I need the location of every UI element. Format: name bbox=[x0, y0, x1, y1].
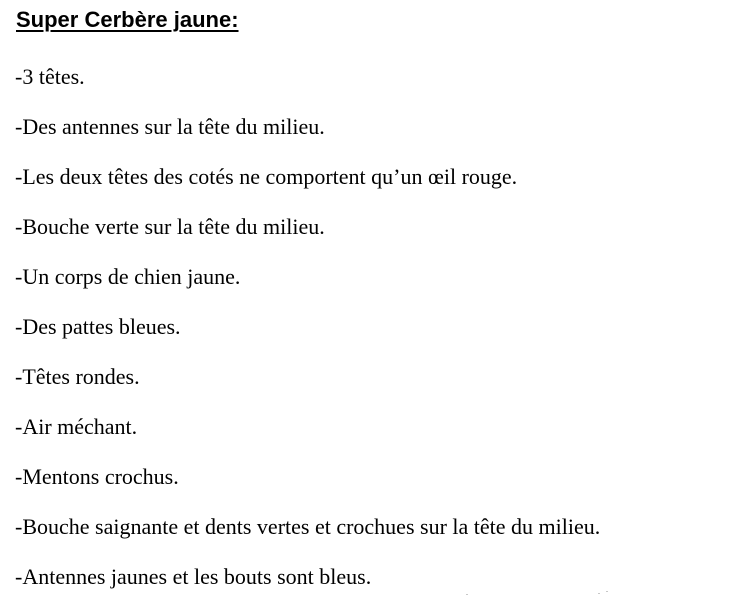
list-item: -Bouche verte sur la tête du milieu. bbox=[15, 214, 325, 239]
scan-speck bbox=[598, 593, 600, 594]
list-item: -Des pattes bleues. bbox=[15, 314, 181, 339]
scan-speck bbox=[466, 594, 468, 595]
list-item: -Mentons crochus. bbox=[15, 464, 179, 489]
document-title: Super Cerbère jaune: bbox=[16, 7, 239, 32]
list-item: -Un corps de chien jaune. bbox=[15, 264, 241, 289]
list-item: -Antennes jaunes et les bouts sont bleus. bbox=[15, 564, 372, 589]
description-list bbox=[15, 52, 600, 602]
list-item: -3 têtes. bbox=[15, 64, 85, 89]
list-item: -Bouche saignante et dents vertes et crochues sur la tête du milieu. bbox=[15, 514, 601, 539]
scan-speck bbox=[606, 591, 608, 592]
list-item: -Air méchant. bbox=[15, 414, 138, 439]
list-item: -Les deux têtes des cotés ne comportent qu’un œil rouge. bbox=[15, 164, 518, 189]
list-item: -Des antennes sur la tête du milieu. bbox=[15, 114, 325, 139]
list-item: -Têtes rondes. bbox=[15, 364, 140, 389]
